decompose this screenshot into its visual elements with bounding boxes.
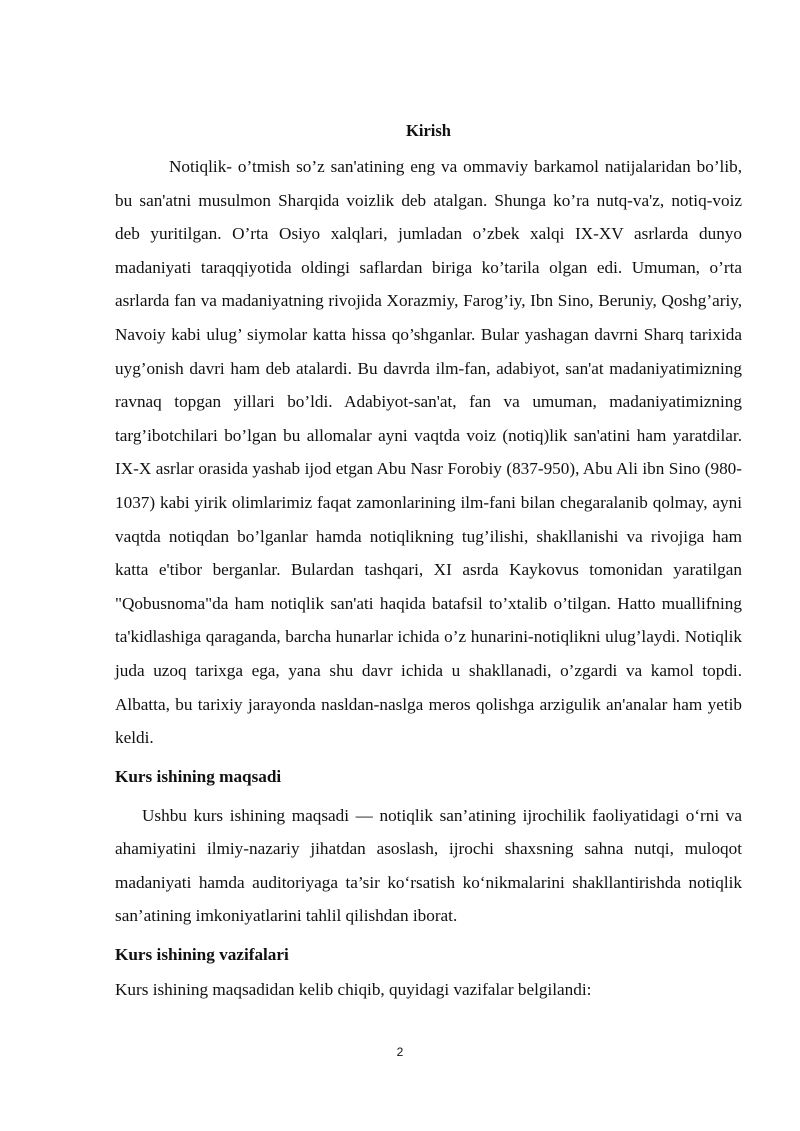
page-number: 2: [396, 1045, 404, 1059]
tasks-heading: Kurs ishining vazifalari: [115, 945, 289, 965]
intro-paragraph: Notiqlik- o’tmish so’z san'atining eng va ommaviy barkamol natijalaridan bo’lib, bu san'atni musulmon Sharqida voizlik deb atalgan. Shunga ko’ra nutq-va'z, notiq-voiz deb yuritilgan. O’rta Osiyo xalqlari, jumladan o’zbek xalqi IX-XV asrlarda dunyo madaniyati taraqqiyotida oldingi saflardan biriga ko’tarila olgan edi. Umuman, o’rta asrlarda fan va madaniyatning rivojida Xorazmiy, Farog’iy, Ibn Sino, Beruniy, Qoshg’ariy, Navoiy kabi ulug’ siymolar katta hissa qo’shganlar. Bular yashagan davrni Sharq tarixida uyg’onish davri ham deb atalardi. Bu davrda ilm-fan, adabiyot, san'at madaniyatimizning ravnaq topgan yillari bo’ldi. Adabiyot-san'at, fan va umuman, madaniyatimizning targ’ibotchilari bo’lgan bu allomalar ayni vaqtda voiz (notiq)lik san'atini ham yaratdilar. IX-X asrlar orasida yashab ijod etgan Abu Nasr Forobiy (837-950), Abu Ali ibn Sino (980-1037) kabi yirik olimlarimiz faqat zamonlarining ilm-fani bilan chegaralanib qolmay, ayni vaqtda notiqdan bo’lganlar hamda notiqlikning tug’ilishi, shakllanishi va rivojiga ham katta e'tibor berganlar. Bulardan tashqari, XI asrda Kaykovus tomonidan yaratilgan "Qobusnoma"da ham notiqlik san'ati haqida batafsil to’xtalib o’tilgan. Hatto muallifning ta'kidlashiga qaraganda, barcha hunarlar ichida o’z hunarini-notiqlikni ulug’laydi. Notiqlik juda uzoq tarixga ega, yana shu davr ichida u shakllanadi, o’zgardi va kamol topdi. Albatta, bu tarixiy jarayonda nasldan-naslga meros qolishga arzigulik an'analar ham yetib keldi.: [115, 157, 742, 748]
goal-heading: Kurs ishining maqsadi: [115, 766, 282, 786]
section-title: Kirish: [406, 121, 451, 140]
page-content: [115, 118, 742, 1003]
tasks-intro: Kurs ishining maqsadidan kelib chiqib, quyidagi vazifalar belgilandi:: [115, 980, 592, 1000]
goal-paragraph: Ushbu kurs ishining maqsadi — notiqlik san’atining ijrochilik faoliyatidagi o‘rni va ahamiyatini ilmiy-nazariy jihatdan asoslash, ijrochi shaxsning sahna nutqi, muloqot madaniyati hamda auditoriyaga ta’sir ko‘rsatish ko‘nikmalarini shakllantirishda notiqlik san’atining imkoniyatlarini tahlil qilishdan iborat.: [115, 805, 742, 926]
